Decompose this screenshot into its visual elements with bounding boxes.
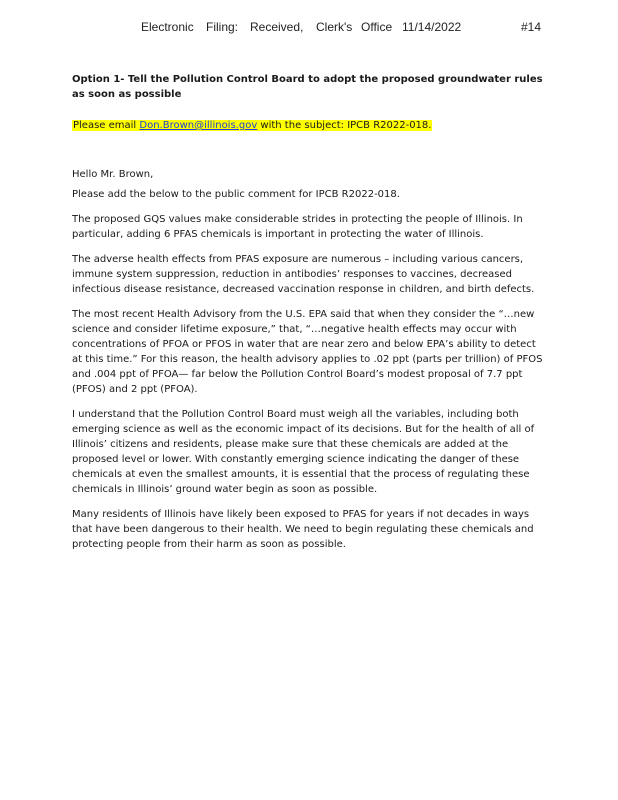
filing-stamp-header xyxy=(0,20,618,36)
email-link[interactable]: Don.Brown@illinois.gov xyxy=(139,120,258,131)
paragraph-public-comment-request: Please add the below to the public comment for IPCB R2022-018. xyxy=(72,189,400,200)
option-title: Option 1- Tell the Pollution Control Board to adopt the proposed groundwater rules as soon as possible xyxy=(72,74,543,100)
paragraph-gqs-values: The proposed GQS values make considerable strides in protecting the people of Illinois. In particular, adding 6 PFAS chemicals is important in protecting the water of Illinois. xyxy=(72,214,523,240)
header-office: Office xyxy=(361,20,393,34)
email-instruction-highlight xyxy=(72,120,432,131)
paragraph-residents-exposed: Many residents of Illinois have likely been exposed to PFAS for years if not decades in ways that have been dangerous to their health. We need to begin regulating these chemicals and protecting people from their harm as soon as possible. xyxy=(72,509,534,550)
header-filing-date: 11/14/2022 xyxy=(402,20,462,34)
email-instruction-prefix: Please email xyxy=(73,120,140,131)
header-filing: Filing: xyxy=(206,20,239,34)
paragraph-health-advisory: The most recent Health Advisory from the U.S. EPA said that when they consider the “…new science and consider lifetime exposure,” that, “…negative health effects may occur with concentrations of PFOA or PFOS in water that are near zero and below EPA’s ability to detect at this time.” For this reason, the health advisory applies to .02 ppt (parts per trillion) of PFOS and .004 ppt of PFOA— far below the Pollution Control Board’s modest proposal of 7.7 ppt (PFOS) and 2 ppt (PFOA). xyxy=(72,309,543,395)
email-instruction xyxy=(72,118,548,133)
document-body xyxy=(72,72,548,562)
paragraph-weigh-variables: I understand that the Pollution Control Board must weigh all the variables, including both emerging science as well as the economic impact of its decisions. But for the health of all of Illinois’ citizens and residents, please make sure that these chemicals are added at the proposed level or lower. With constantly emerging science indicating the danger of these chemicals at even the smallest amounts, it is essential that the process of regulating these chemicals in Illinois’ ground water begin as soon as possible. xyxy=(72,409,535,495)
paragraph-health-effects: The adverse health effects from PFAS exposure are numerous – including various cancers, immune system suppression, reduction in antibodies’ responses to vaccines, decreased infectious disease resistance, decreased vaccination response in children, and birth defects. xyxy=(72,254,535,295)
header-clerks: Clerk's xyxy=(316,20,353,34)
header-document-number: #14 xyxy=(521,20,542,34)
greeting: Hello Mr. Brown, xyxy=(72,169,154,180)
header-electronic: Electronic xyxy=(141,20,194,34)
header-received: Received, xyxy=(250,20,304,34)
email-instruction-suffix: with the subject: IPCB R2022-018. xyxy=(257,120,432,131)
